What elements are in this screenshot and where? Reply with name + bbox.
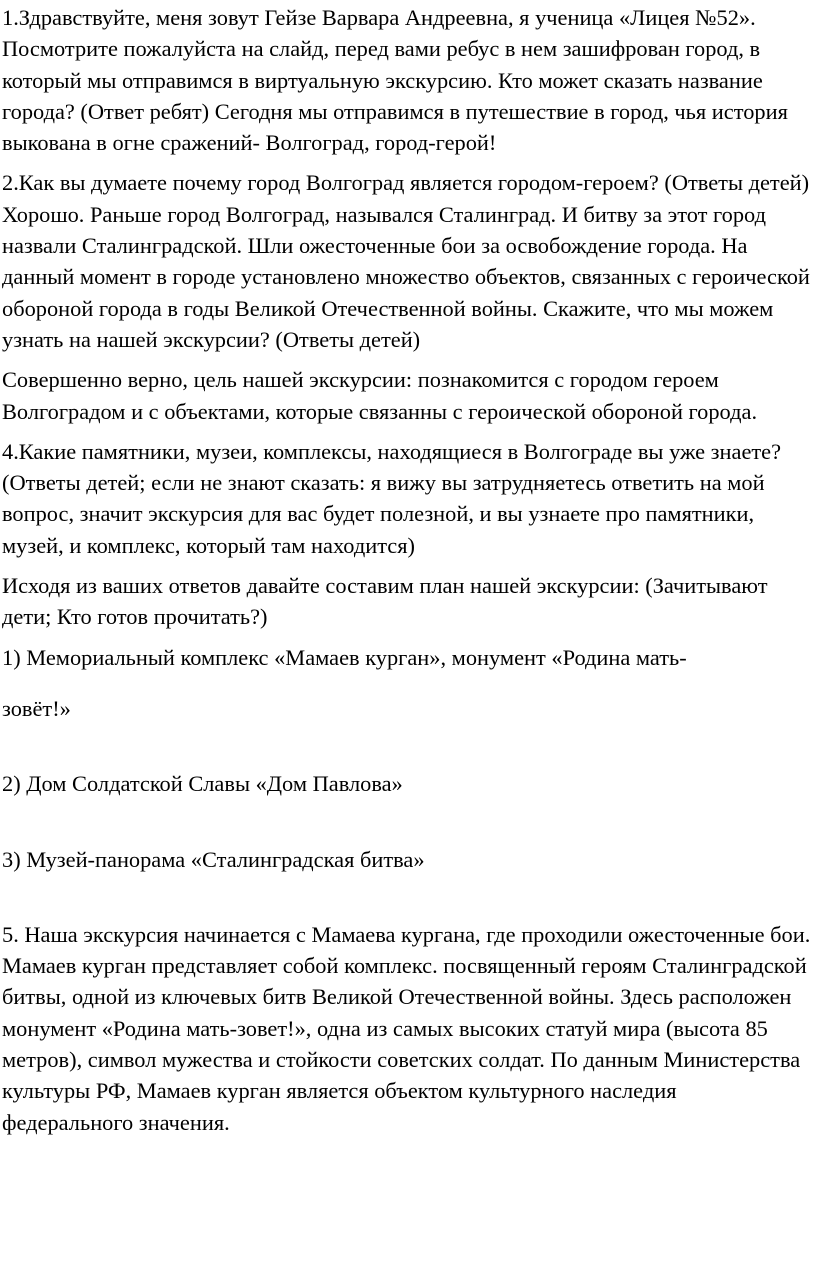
paragraph-hero-city-question: 2.Как вы думаете почему город Волгоград является городом-героем? (Ответы детей) Хорошо. Раньше город Волгоград, назывался Сталинград. И битву за этот город назвали Сталинградской. Шли ожесточенные бои за освобождение города. На данный момент в городе установлено множество объектов, связанных с героической обороной города в годы Великой Отечественной войны. Скажите, что мы можем узнать на нашей экскурсии? (Ответы детей)	[2, 170, 810, 352]
plan-item-mamayev-kurgan: 1) Мемориальный комплекс «Мамаев курган», монумент «Родина мать-	[2, 644, 687, 670]
paragraph-plan-intro: Исходя из ваших ответов давайте составим план нашей экскурсии: (Зачитывают дети; Кто готов прочитать?)	[2, 573, 768, 630]
paragraph-excursion-goal: Совершенно верно, цель нашей экскурсии: познакомится с городом героем Волгоградом и с объектами, которые связанны с героической обороной города.	[2, 367, 758, 424]
plan-item-mamayev-kurgan-continued: зовёт!»	[2, 695, 71, 721]
paragraph-monuments-question: 4.Какие памятники, музеи, комплексы, находящиеся в Волгограде вы уже знаете? (Ответы детей; если не знают сказать: я вижу вы затрудняетесь ответить на мой вопрос, значит экскурсия для вас будет полезной, и вы узнаете про памятники, музей, и комплекс, который там находится)	[2, 438, 782, 558]
paragraph-mamayev-kurgan-description: 5. Наша экскурсия начинается с Мамаева кургана, где проходили ожесточенные бои. Мамаев курган представляет собой комплекс. посвященный героям Сталинградской битвы, одной из ключевых битв Великой Отечественной войны. Здесь расположен монумент «Родина мать-зовет!», одна из самых высоких статуй мира (высота 85 метров), символ мужества и стойкости советских солдат. По данным Министерства культуры РФ, Мамаев курган является объектом культурного наследия федерального значения.	[2, 921, 811, 1135]
paragraph-introduction: 1.Здравствуйте, меня зовут Гейзе Варвара Андреевна, я ученица «Лицея №52». Посмотрите пожалуйста на слайд, перед вами ребус в нем зашифрован город, в который мы отправимся в виртуальную экскурсию. Кто может сказать название города? (Ответ ребят) Сегодня мы отправимся в путешествие в город, чья история выкована в огне сражений- Волгоград, город-герой!	[2, 5, 788, 156]
plan-item-pavlov-house: 2) Дом Солдатской Славы «Дом Павлова»	[2, 771, 403, 797]
plan-item-panorama-museum: 3) Музей-панорама «Сталинградская битва»	[2, 846, 425, 872]
